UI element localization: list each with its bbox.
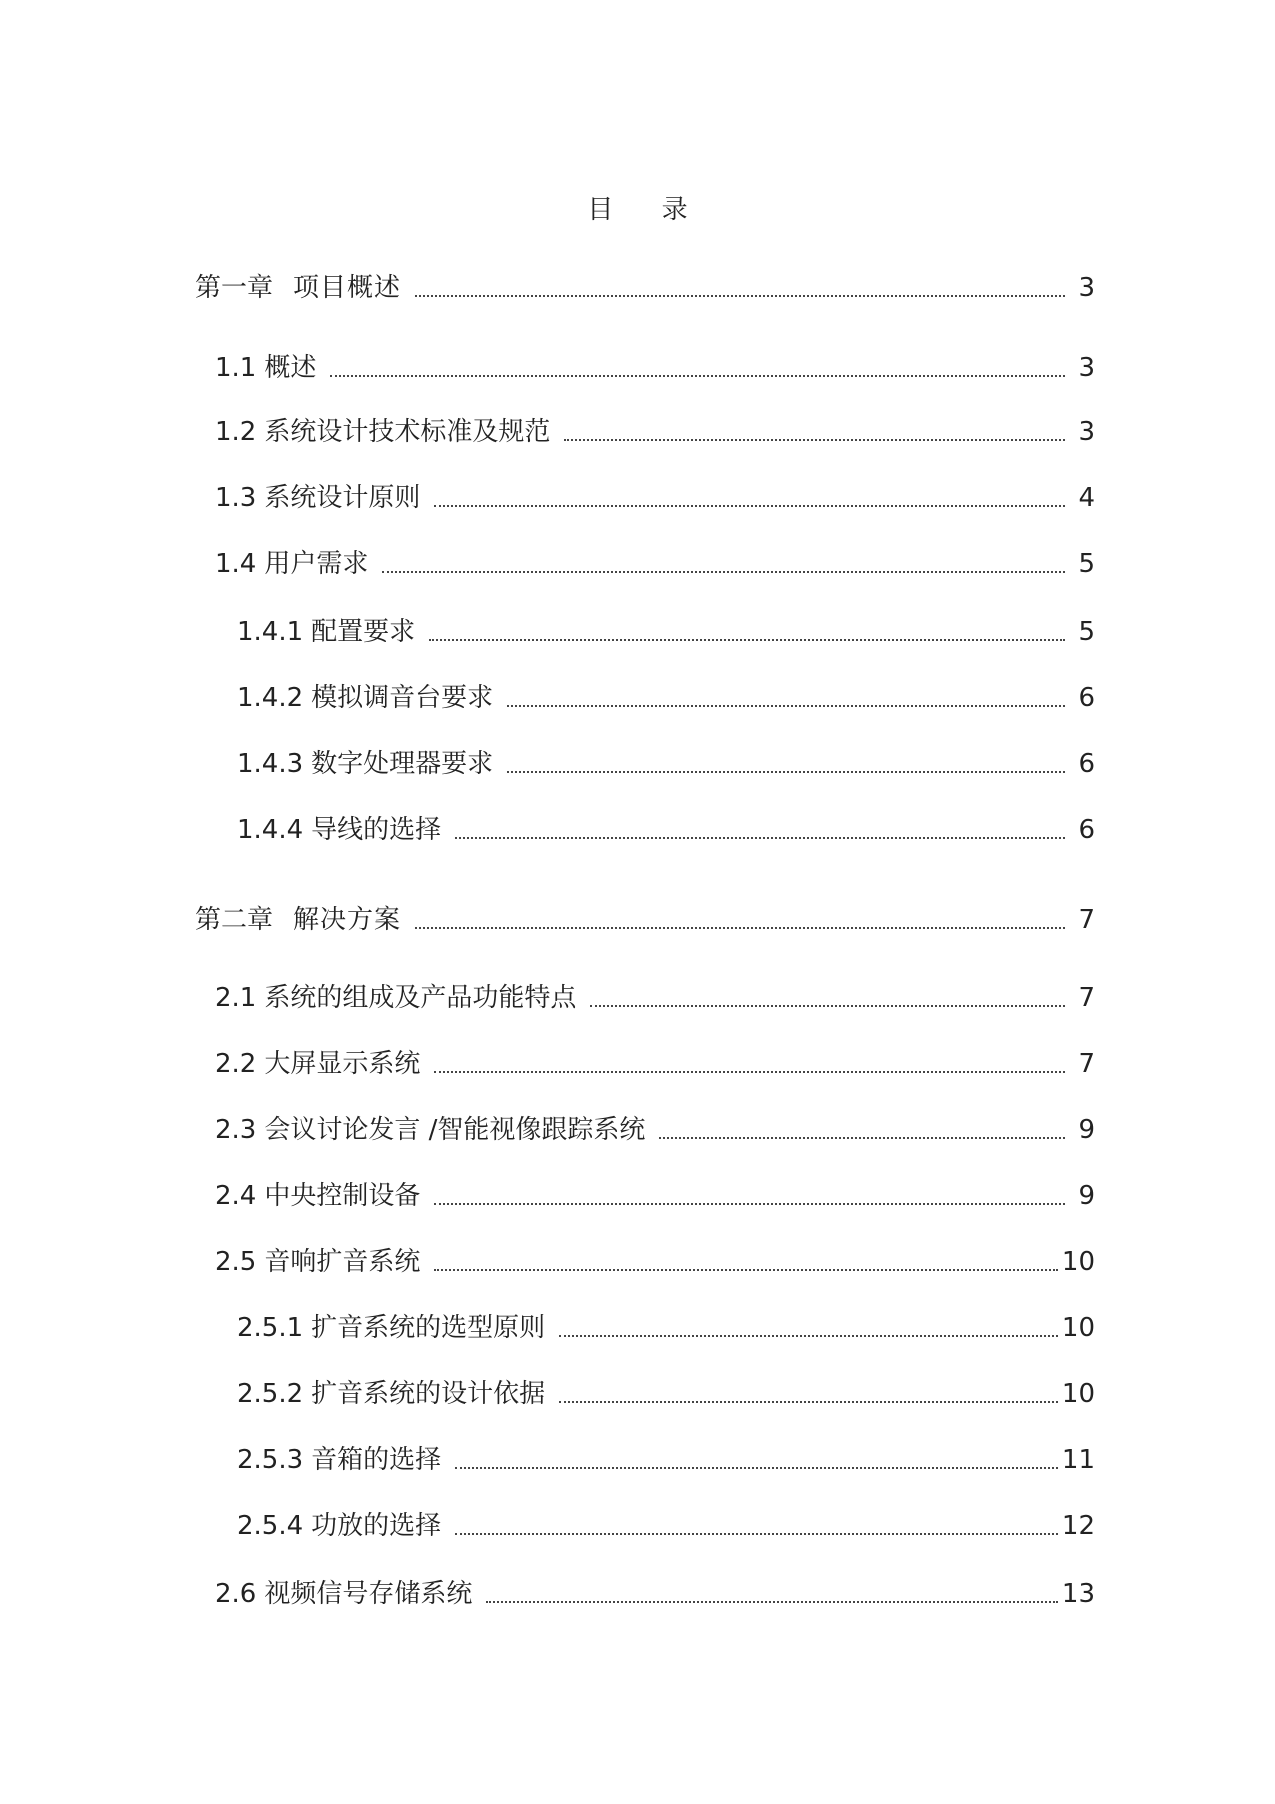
dot-leader <box>455 837 1065 839</box>
toc-entry[interactable] <box>215 1044 1095 1084</box>
toc-entry-number: 2.5 <box>215 1247 257 1277</box>
toc-entry-page-number: 7 <box>1078 983 1095 1013</box>
toc-entry-number: 2.6 <box>215 1579 257 1609</box>
dot-leader <box>415 927 1065 929</box>
toc-entry[interactable] <box>215 1574 1095 1614</box>
dot-leader <box>590 1005 1065 1007</box>
dot-leader <box>659 1137 1065 1139</box>
toc-entry-label: 视频信号存储系统 <box>264 1579 473 1609</box>
toc-entry-number: 1.4.3 <box>237 749 304 779</box>
toc-entry-page-number: 10 <box>1061 1379 1095 1409</box>
toc-entry-number: 1.3 <box>215 483 257 513</box>
toc-entry-page-number: 13 <box>1061 1579 1095 1609</box>
toc-entry-label: 配置要求 <box>311 617 416 647</box>
toc-entry-number: 1.2 <box>215 417 257 447</box>
toc-entry-page-number: 9 <box>1078 1115 1095 1145</box>
toc-entry-number: 2.5.4 <box>237 1511 304 1541</box>
toc-entry[interactable] <box>237 744 1095 784</box>
dot-leader <box>415 295 1065 297</box>
toc-entry[interactable] <box>237 1506 1095 1546</box>
toc-entry-label: 模拟调音台要求 <box>311 683 494 713</box>
toc-entry-label: 项目概述 <box>293 273 402 303</box>
dot-leader <box>507 705 1065 707</box>
toc-entry-label: 扩音系统的设计依据 <box>311 1379 546 1409</box>
toc-entry-label: 系统的组成及产品功能特点 <box>264 983 577 1013</box>
toc-entry-page-number: 3 <box>1078 353 1095 383</box>
toc-entry-page-number: 6 <box>1078 683 1095 713</box>
dot-leader <box>434 1203 1065 1205</box>
toc-entry-number: 2.2 <box>215 1049 257 1079</box>
toc-entry[interactable] <box>215 1110 1095 1150</box>
dot-leader <box>486 1601 1058 1603</box>
toc-entry-label: 解决方案 <box>293 905 402 935</box>
toc-chapter-entry[interactable] <box>195 900 1095 940</box>
toc-entry[interactable] <box>237 1440 1095 1480</box>
toc-entry-label: 导线的选择 <box>311 815 442 845</box>
toc-entry-label: 音响扩音系统 <box>264 1247 421 1277</box>
toc-entry-number: 第二章 <box>195 905 274 935</box>
dot-leader <box>455 1467 1058 1469</box>
toc-entry[interactable] <box>237 1308 1095 1348</box>
toc-entry-label: 中央控制设备 <box>264 1181 421 1211</box>
toc-entry-page-number: 11 <box>1061 1445 1095 1475</box>
toc-entry[interactable] <box>237 810 1095 850</box>
toc-entry[interactable] <box>215 1242 1095 1282</box>
toc-entry[interactable] <box>215 412 1095 452</box>
dot-leader <box>382 571 1065 573</box>
toc-entry-page-number: 5 <box>1078 549 1095 579</box>
dot-leader <box>559 1335 1058 1337</box>
dot-leader <box>429 639 1065 641</box>
toc-entry-page-number: 5 <box>1078 617 1095 647</box>
toc-entry-label: 会议讨论发言 /智能视像跟踪系统 <box>264 1115 646 1145</box>
toc-entry-page-number: 12 <box>1061 1511 1095 1541</box>
toc-entry-page-number: 6 <box>1078 815 1095 845</box>
toc-entry-number: 2.3 <box>215 1115 257 1145</box>
dot-leader <box>330 375 1065 377</box>
toc-entry-number: 2.5.2 <box>237 1379 304 1409</box>
toc-entry-number: 1.4.1 <box>237 617 304 647</box>
toc-entry-number: 1.4.2 <box>237 683 304 713</box>
toc-entry-number: 1.1 <box>215 353 257 383</box>
toc-entry-number: 第一章 <box>195 273 274 303</box>
toc-chapter-entry[interactable] <box>195 268 1095 308</box>
toc-entry-label: 系统设计原则 <box>264 483 421 513</box>
toc-entry-number: 1.4.4 <box>237 815 304 845</box>
dot-leader <box>507 771 1065 773</box>
toc-entry-page-number: 3 <box>1078 273 1095 303</box>
toc-entry-label: 大屏显示系统 <box>264 1049 421 1079</box>
toc-entry-page-number: 3 <box>1078 417 1095 447</box>
toc-entry-page-number: 7 <box>1078 1049 1095 1079</box>
dot-leader <box>434 1269 1058 1271</box>
toc-entry-number: 2.5.1 <box>237 1313 304 1343</box>
toc-entry[interactable] <box>215 1176 1095 1216</box>
toc-entry[interactable] <box>237 612 1095 652</box>
toc-entry-number: 2.4 <box>215 1181 257 1211</box>
toc-entry[interactable] <box>215 348 1095 388</box>
toc-entry-number: 1.4 <box>215 549 257 579</box>
toc-entry-label: 功放的选择 <box>311 1511 442 1541</box>
toc-entry-number: 2.1 <box>215 983 257 1013</box>
page-title: 目 录 <box>587 195 708 225</box>
dot-leader <box>455 1533 1058 1535</box>
toc-entry[interactable] <box>237 1374 1095 1414</box>
toc-entry-label: 系统设计技术标准及规范 <box>264 417 551 447</box>
dot-leader <box>564 439 1065 441</box>
toc-entry-page-number: 7 <box>1078 905 1095 935</box>
toc-entry[interactable] <box>237 678 1095 718</box>
toc-entry[interactable] <box>215 478 1095 518</box>
toc-entry-label: 概述 <box>264 353 317 383</box>
toc-entry-number: 2.5.3 <box>237 1445 304 1475</box>
toc-entry-page-number: 6 <box>1078 749 1095 779</box>
toc-entry[interactable] <box>215 544 1095 584</box>
toc-entry-label: 用户需求 <box>264 549 369 579</box>
toc-entry-page-number: 10 <box>1061 1247 1095 1277</box>
dot-leader <box>434 505 1065 507</box>
toc-entry-label: 扩音系统的选型原则 <box>311 1313 546 1343</box>
toc-entry-page-number: 4 <box>1078 483 1095 513</box>
toc-entry-page-number: 9 <box>1078 1181 1095 1211</box>
toc-entry-label: 数字处理器要求 <box>311 749 494 779</box>
toc-entry[interactable] <box>215 978 1095 1018</box>
toc-entry-label: 音箱的选择 <box>311 1445 442 1475</box>
toc-entry-page-number: 10 <box>1061 1313 1095 1343</box>
dot-leader <box>559 1401 1058 1403</box>
dot-leader <box>434 1071 1065 1073</box>
